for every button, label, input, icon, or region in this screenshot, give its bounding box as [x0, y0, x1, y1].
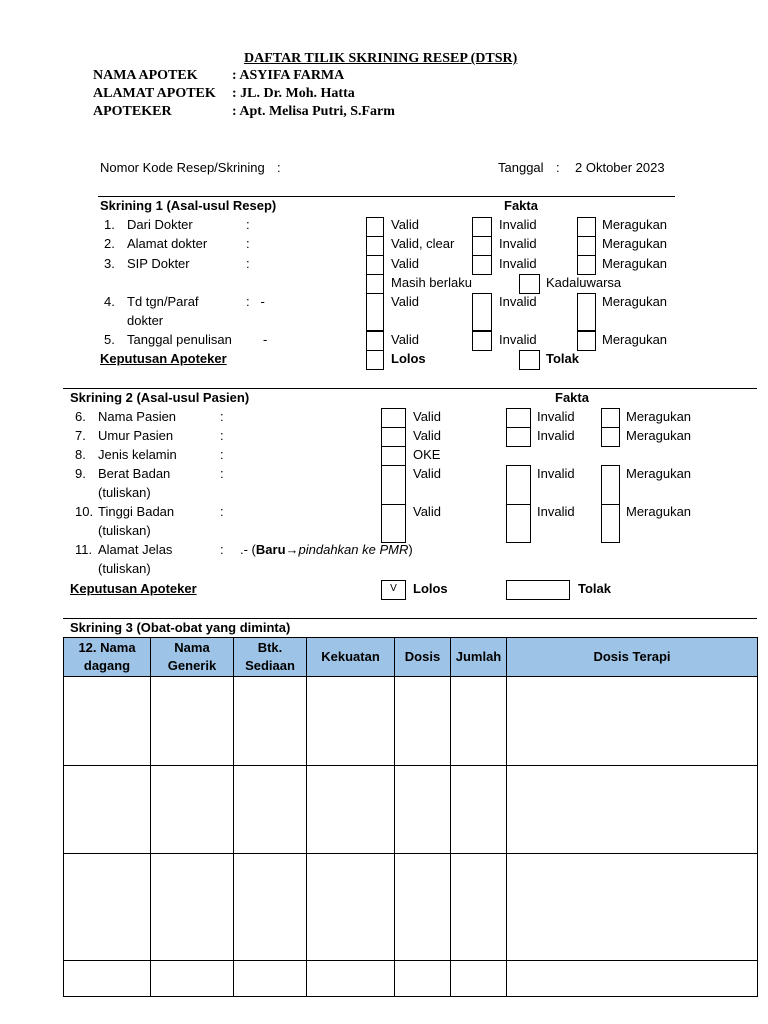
alamat-note	[240, 542, 413, 558]
option-label: Valid	[391, 256, 419, 271]
checkbox-invalid[interactable]	[472, 236, 492, 256]
option-label: Valid	[391, 217, 419, 232]
column-header-kekuatan: Kekuatan	[307, 638, 395, 677]
checkbox-meragukan[interactable]	[577, 255, 596, 275]
checkbox-valid[interactable]	[381, 465, 406, 505]
s1-item-sep: :	[246, 236, 250, 251]
option-label: Meragukan	[626, 409, 692, 424]
table-row	[64, 854, 758, 961]
option-label: Invalid	[499, 294, 537, 309]
nomor-kode-label: Nomor Kode Resep/Skrining	[100, 160, 265, 175]
column-header-dosis: Dosis	[395, 638, 451, 677]
table-header-row	[64, 638, 758, 677]
option-label: Valid, clear	[391, 236, 455, 251]
separator-line	[63, 388, 757, 389]
checkbox-meragukan[interactable]	[601, 465, 620, 505]
checkbox-valid[interactable]	[366, 217, 384, 237]
s2-item-num: 10.	[75, 504, 94, 519]
header-label-apoteker: APOTEKER	[93, 104, 172, 119]
option-label: Valid	[413, 466, 441, 481]
option-label: Valid	[391, 332, 419, 347]
option-label: Meragukan	[602, 332, 668, 347]
table-cell[interactable]	[234, 677, 307, 766]
checkbox-meragukan[interactable]	[577, 236, 596, 256]
checkbox-meragukan[interactable]	[601, 504, 620, 543]
table-cell[interactable]	[307, 854, 395, 961]
checkbox-masih-berlaku[interactable]	[366, 274, 384, 294]
column-header-nama-dagang: 12. Nama dagang	[64, 638, 151, 677]
s2-item-label: Nama Pasien	[98, 409, 177, 424]
s2-item-sep: :	[220, 409, 224, 424]
header-label-alamat-apotek: ALAMAT APOTEK	[93, 86, 216, 101]
option-label: Meragukan	[626, 466, 692, 481]
checkbox-meragukan[interactable]	[601, 427, 620, 447]
s2-keputusan-label: Keputusan Apoteker	[70, 581, 197, 596]
checkbox-lolos[interactable]	[366, 350, 384, 370]
s2-item-num: 6.	[75, 409, 86, 424]
checkbox-oke[interactable]	[381, 446, 406, 466]
option-label: Invalid	[537, 466, 575, 481]
table-cell[interactable]	[64, 677, 151, 766]
checkbox-valid[interactable]	[366, 293, 384, 331]
note-suffix: )	[408, 542, 413, 557]
option-label: Kadaluwarsa	[546, 275, 622, 290]
tolak-label: Tolak	[546, 351, 579, 366]
checkbox-invalid[interactable]	[506, 465, 531, 505]
option-label: Meragukan	[602, 236, 668, 251]
option-label: Meragukan	[626, 428, 692, 443]
table-cell[interactable]	[64, 854, 151, 961]
s1-item-num: 1.	[104, 217, 115, 232]
s1-item-label: Td tgn/Paraf	[127, 294, 199, 309]
s1-fakta-header: Fakta	[504, 198, 538, 213]
option-label: Meragukan	[626, 504, 692, 519]
checkbox-valid[interactable]	[381, 504, 406, 543]
separator-line	[98, 196, 675, 197]
tanggal-colon: :	[556, 160, 560, 175]
checkbox-invalid[interactable]	[472, 293, 492, 331]
tanggal-value: 2 Oktober 2023	[575, 160, 665, 175]
s2-item-num: 9.	[75, 466, 86, 481]
header-value-alamat-apotek: : JL. Dr. Moh. Hatta	[232, 86, 355, 101]
table-cell[interactable]	[507, 961, 758, 997]
s1-item-label: Tanggal penulisan	[127, 332, 232, 347]
header-label-nama-apotek: NAMA APOTEK	[93, 68, 198, 83]
table-cell[interactable]	[64, 766, 151, 854]
s1-item-label: SIP Dokter	[127, 256, 190, 271]
s2-fakta-header: Fakta	[555, 390, 589, 405]
arrow-right-icon: →	[285, 542, 299, 557]
table-cell[interactable]	[507, 677, 758, 766]
s2-item-num: 7.	[75, 428, 86, 443]
table-cell[interactable]	[234, 854, 307, 961]
s1-title: Skrining 1 (Asal-usul Resep)	[100, 198, 277, 213]
table-cell[interactable]	[395, 677, 451, 766]
s2-item-sep: :	[220, 428, 224, 443]
option-label: OKE	[413, 447, 441, 462]
s1-item-num: 4.	[104, 294, 115, 309]
s2-item-sep: :	[220, 542, 224, 557]
note-italic: pindahkan ke PMR	[298, 542, 409, 557]
checkbox-invalid[interactable]	[472, 331, 492, 351]
option-label: Valid	[391, 294, 419, 309]
option-label: Meragukan	[602, 256, 668, 271]
s2-item-sep: :	[220, 447, 224, 462]
note-bold: Baru	[255, 542, 286, 557]
s2-item-label-line2: (tuliskan)	[98, 523, 151, 538]
document-title: DAFTAR TILIK SKRINING RESEP (DTSR)	[244, 51, 518, 66]
tanggal-label: Tanggal	[498, 160, 544, 175]
checkbox-invalid[interactable]	[506, 504, 531, 543]
drug-table	[63, 637, 758, 997]
s2-item-sep: :	[220, 504, 224, 519]
tolak-label: Tolak	[578, 581, 611, 596]
column-header-jumlah: Jumlah	[451, 638, 507, 677]
s1-item-sep: : -	[246, 294, 265, 309]
s2-item-num: 8.	[75, 447, 86, 462]
s2-title: Skrining 2 (Asal-usul Pasien)	[70, 390, 250, 405]
checkbox-invalid[interactable]	[472, 217, 492, 237]
s1-item-sep: :	[246, 217, 250, 232]
option-label: Invalid	[499, 256, 537, 271]
header-value-apoteker: : Apt. Melisa Putri, S.Farm	[232, 104, 395, 119]
checkbox-meragukan[interactable]	[577, 217, 596, 237]
table-cell[interactable]	[234, 766, 307, 854]
table-cell[interactable]	[507, 854, 758, 961]
lolos-label: Lolos	[391, 351, 426, 366]
option-label: Invalid	[537, 428, 575, 443]
note-prefix: .- (	[240, 542, 256, 557]
s2-item-label: Alamat Jelas	[98, 542, 173, 557]
table-cell[interactable]	[451, 854, 507, 961]
option-label: Invalid	[537, 504, 575, 519]
nomor-kode-colon: :	[277, 160, 281, 175]
s2-item-label: Tinggi Badan	[98, 504, 175, 519]
table-cell[interactable]	[395, 766, 451, 854]
table-cell[interactable]	[151, 677, 234, 766]
table-cell[interactable]	[151, 854, 234, 961]
option-label: Masih berlaku	[391, 275, 472, 290]
s1-keputusan-label: Keputusan Apoteker	[100, 351, 227, 366]
s1-item-sep: -	[263, 332, 268, 347]
checkbox-valid[interactable]	[381, 408, 406, 428]
checkbox-meragukan[interactable]	[577, 331, 596, 351]
table-cell[interactable]	[395, 961, 451, 997]
option-label: Invalid	[499, 217, 537, 232]
table-cell[interactable]	[451, 677, 507, 766]
table-row	[64, 961, 758, 997]
option-label: Valid	[413, 428, 441, 443]
s2-item-label: Umur Pasien	[98, 428, 174, 443]
s1-item-label: Dari Dokter	[127, 217, 193, 232]
table-cell[interactable]	[451, 961, 507, 997]
option-label: Meragukan	[602, 294, 668, 309]
table-cell[interactable]	[395, 854, 451, 961]
s3-title: Skrining 3 (Obat-obat yang diminta)	[70, 620, 291, 635]
column-header-dosis-terapi: Dosis Terapi	[507, 638, 758, 677]
option-label: Valid	[413, 409, 441, 424]
checkbox-valid[interactable]	[381, 427, 406, 447]
option-label: Invalid	[537, 409, 575, 424]
table-cell[interactable]	[234, 961, 307, 997]
table-cell[interactable]	[507, 766, 758, 854]
s2-item-label: Berat Badan	[98, 466, 171, 481]
table-row	[64, 677, 758, 766]
checkbox-tolak[interactable]	[506, 580, 570, 600]
s2-item-label-line2: (tuliskan)	[98, 485, 151, 500]
s1-item-num: 5.	[104, 332, 115, 347]
s1-item-label: Alamat dokter	[127, 236, 208, 251]
table-cell[interactable]	[64, 961, 151, 997]
table-cell[interactable]	[451, 766, 507, 854]
checkbox-invalid[interactable]	[506, 427, 531, 447]
s2-item-label-line2: (tuliskan)	[98, 561, 151, 576]
s1-item-num: 2.	[104, 236, 115, 251]
table-cell[interactable]	[307, 961, 395, 997]
table-cell[interactable]	[307, 677, 395, 766]
lolos-label: Lolos	[413, 581, 448, 596]
checkbox-meragukan[interactable]	[601, 408, 620, 428]
separator-line	[63, 618, 757, 619]
checkbox-valid[interactable]	[366, 255, 384, 275]
s1-item-num: 3.	[104, 256, 115, 271]
option-label: Valid	[413, 504, 441, 519]
checkbox-lolos-checked[interactable]: V	[381, 580, 406, 600]
s2-item-label: Jenis kelamin	[98, 447, 177, 462]
column-header-nama-generik: Nama Generik	[151, 638, 234, 677]
table-cell[interactable]	[151, 961, 234, 997]
option-label: Meragukan	[602, 217, 668, 232]
checkbox-invalid[interactable]	[472, 255, 492, 275]
checkbox-valid[interactable]	[366, 331, 384, 351]
checkbox-tolak[interactable]	[519, 350, 540, 370]
table-cell[interactable]	[307, 766, 395, 854]
checkbox-invalid[interactable]	[506, 408, 531, 428]
s1-item-label-line2: dokter	[127, 313, 164, 328]
table-cell[interactable]	[151, 766, 234, 854]
header-value-nama-apotek: : ASYIFA FARMA	[232, 68, 345, 83]
table-row	[64, 766, 758, 854]
checkbox-valid[interactable]	[366, 236, 384, 256]
s2-item-num: 11.	[75, 542, 93, 557]
option-label: Invalid	[499, 236, 537, 251]
checkbox-meragukan[interactable]	[577, 293, 596, 331]
s1-item-sep: :	[246, 256, 250, 271]
s2-item-sep: :	[220, 466, 224, 481]
option-label: Invalid	[499, 332, 537, 347]
column-header-btk-sediaan: Btk. Sediaan	[234, 638, 307, 677]
checkbox-kadaluwarsa[interactable]	[519, 274, 540, 294]
